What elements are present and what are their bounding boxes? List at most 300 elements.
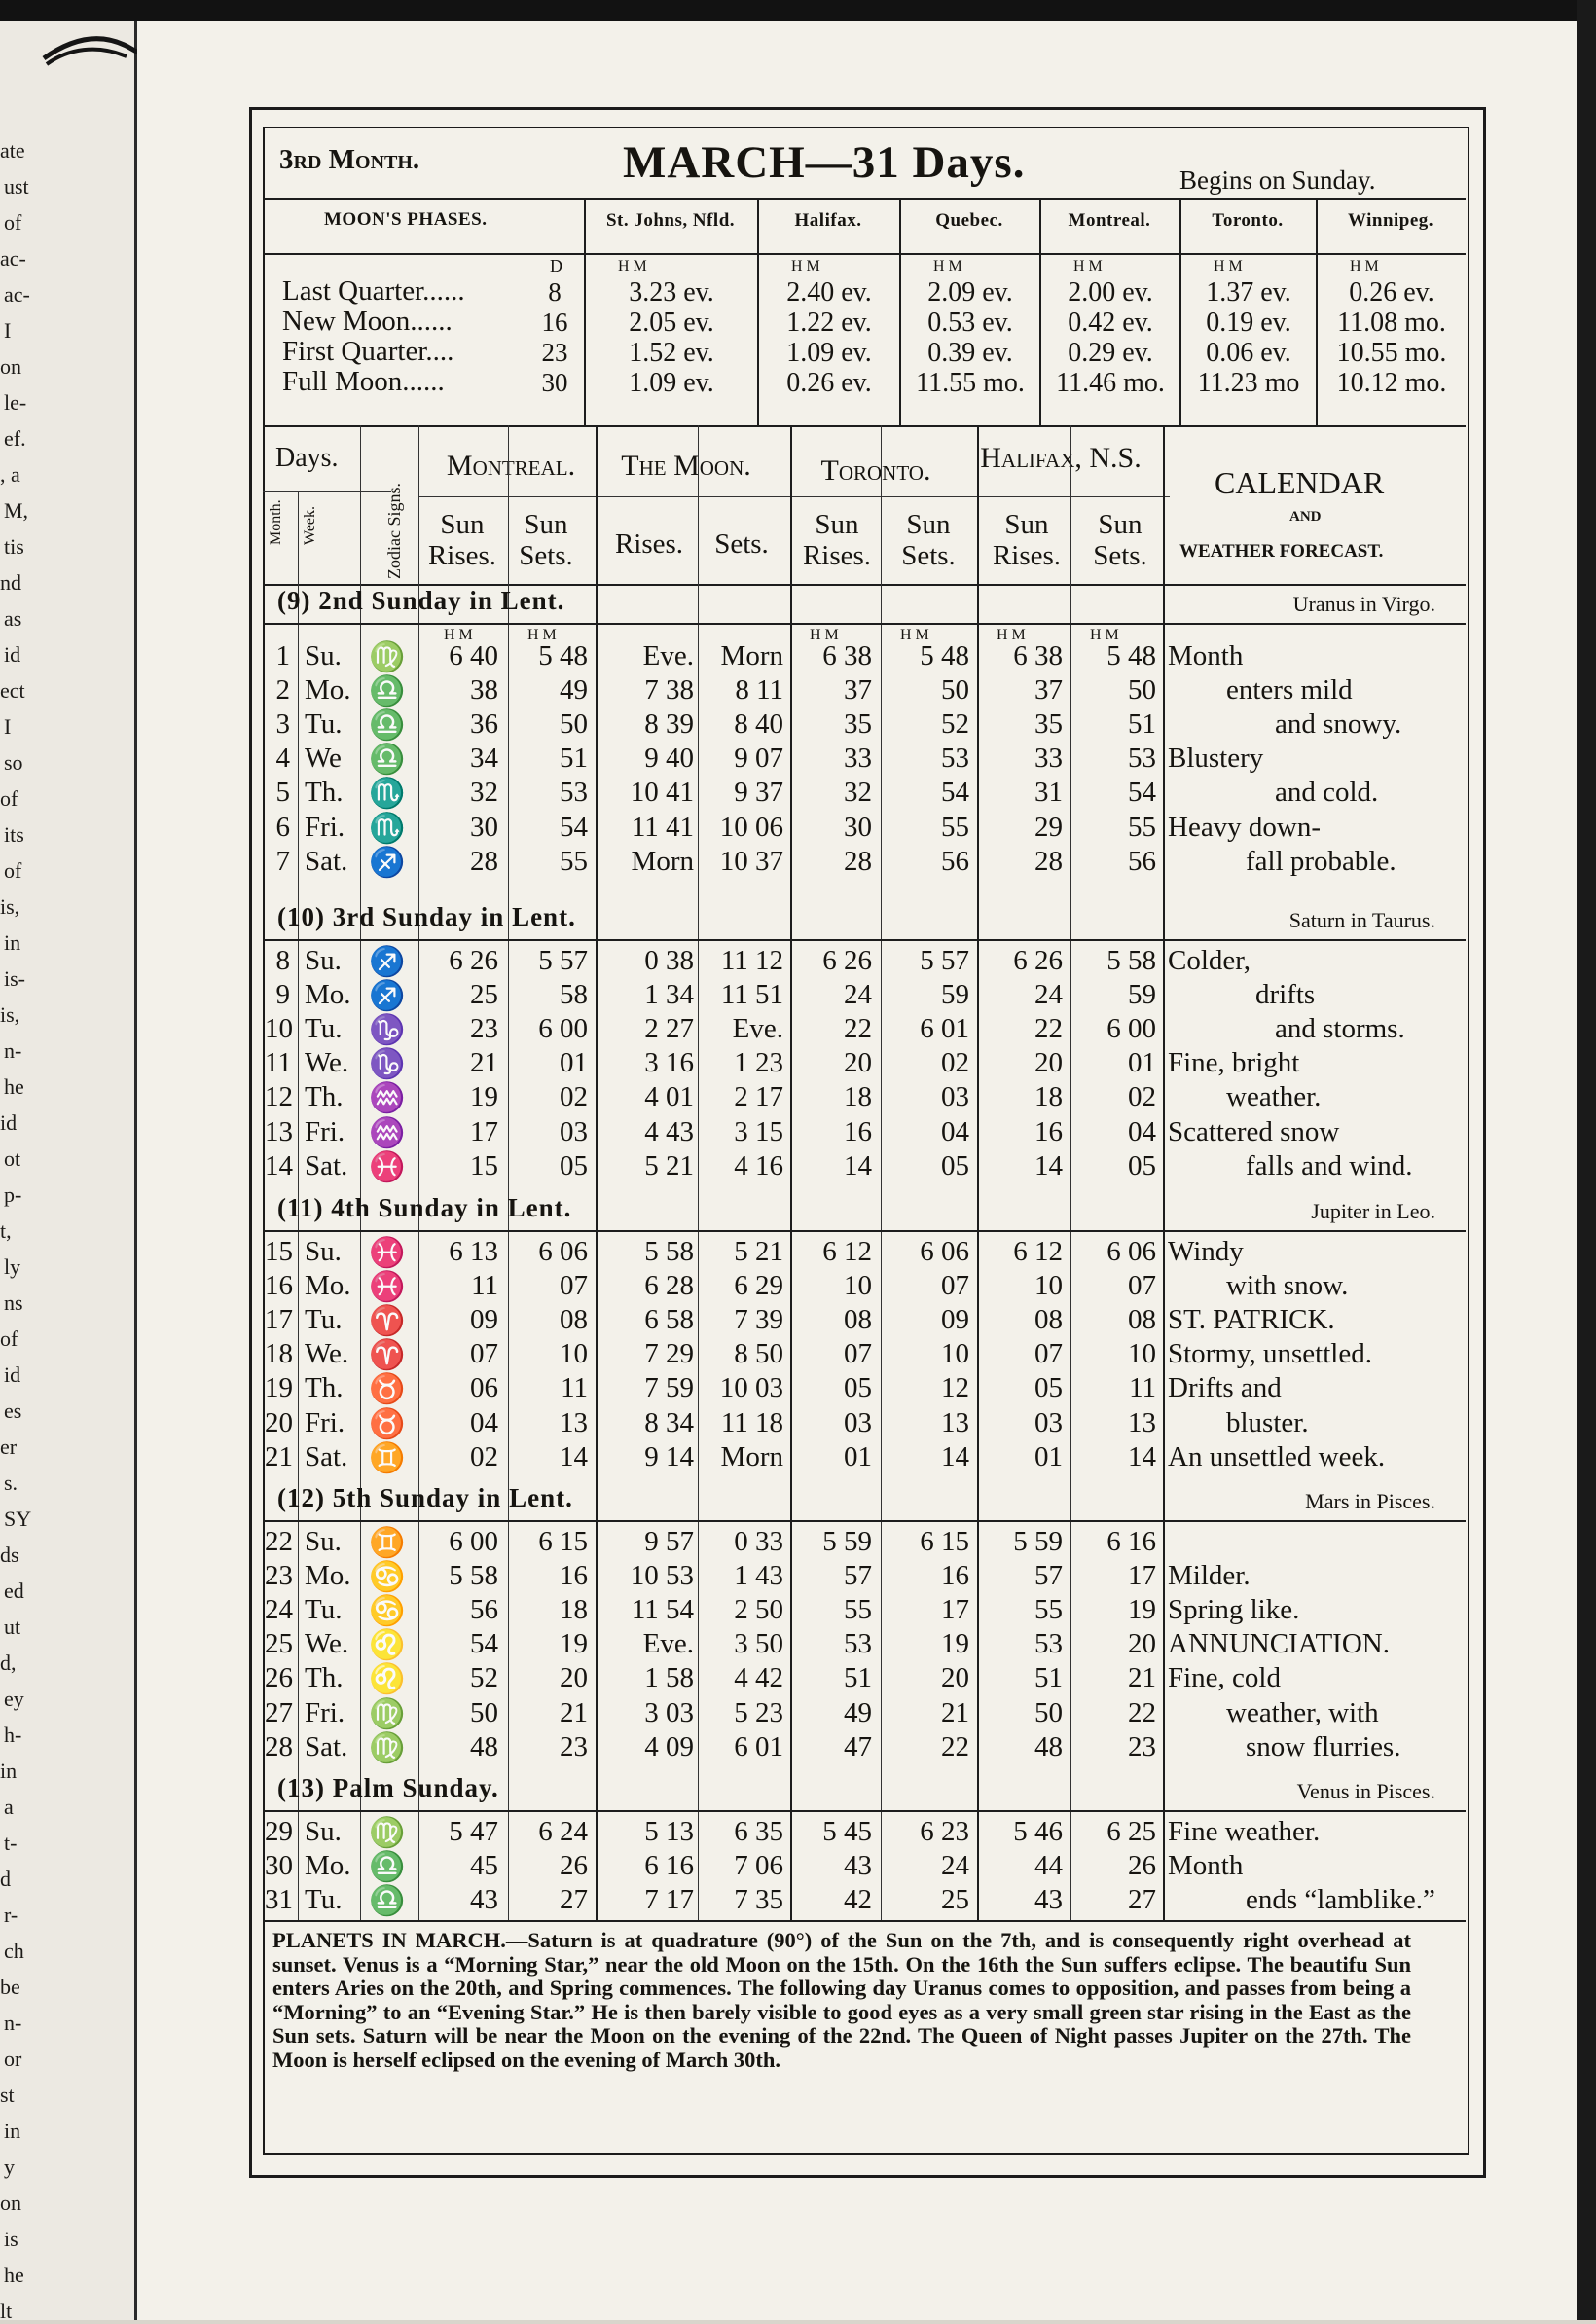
- day-of-month: 17: [265, 1304, 293, 1336]
- forecast-text: Fine, cold: [1168, 1662, 1281, 1694]
- forecast-text: and snowy.: [1275, 708, 1402, 741]
- montreal-sunset: 23: [560, 1730, 588, 1762]
- day-of-week: Mo.: [305, 1270, 351, 1302]
- halifax-sunset: 17: [1128, 1560, 1156, 1592]
- toronto-sunset: 04: [941, 1115, 969, 1147]
- left-page-fragment: so: [4, 750, 23, 775]
- halifax-sunset: 22: [1128, 1696, 1156, 1728]
- montreal-sunset: 16: [560, 1560, 588, 1592]
- phase-time: 0.53 ev.: [927, 308, 1013, 338]
- zodiac-sign: ♐: [369, 980, 406, 1013]
- section-title: (9) 2nd Sunday in Lent.: [277, 586, 565, 615]
- toronto-sunset: 6 15: [920, 1526, 969, 1557]
- halifax-sunset: 13: [1128, 1406, 1156, 1438]
- day-of-month: 3: [275, 708, 290, 741]
- zodiac-sign: ♒: [369, 1082, 406, 1115]
- left-page-fragment: ut: [4, 1615, 21, 1639]
- halifax-sunset: 07: [1128, 1270, 1156, 1302]
- day-of-month: 23: [265, 1560, 293, 1592]
- day-of-week: We.: [305, 1628, 349, 1660]
- moon-sets: 5 23: [734, 1696, 783, 1728]
- moon-header: The Moon.: [621, 450, 751, 482]
- toronto-sunrise: 03: [844, 1406, 872, 1438]
- montreal-sunset: 03: [560, 1115, 588, 1147]
- toronto-sunrise: 35: [844, 708, 872, 741]
- montreal-sunset: 58: [560, 979, 588, 1011]
- toronto-sunset: 5 57: [920, 945, 969, 976]
- montreal-sunset: 11: [561, 1372, 588, 1404]
- hm-unit-label: H M: [618, 258, 647, 274]
- day-of-week: Su.: [305, 945, 342, 976]
- moon-sets: 6 35: [734, 1816, 783, 1847]
- moon-rises-header: Rises.: [614, 528, 684, 560]
- left-page-fragment: in: [0, 1759, 18, 1783]
- day-of-month: 1: [275, 640, 290, 672]
- left-page-fragment: is,: [0, 894, 20, 919]
- montreal-sunrise: 21: [470, 1047, 498, 1079]
- toronto-sunrise: 53: [844, 1628, 872, 1660]
- phase-time: 2.09 ev.: [927, 277, 1013, 308]
- montreal-sunset: 19: [560, 1628, 588, 1660]
- toronto-sunrise: 07: [844, 1338, 872, 1370]
- moon-sets: 7 39: [734, 1304, 783, 1336]
- phase-time: 0.19 ev.: [1206, 308, 1291, 338]
- left-page-fragment: on: [0, 2191, 21, 2215]
- zodiac-sign: ♍: [369, 641, 406, 673]
- phase-day: 16: [541, 308, 568, 337]
- toronto-sunset: 09: [941, 1304, 969, 1336]
- halifax-sunrise: 5 46: [1013, 1816, 1063, 1847]
- forecast-text: Spring like.: [1168, 1594, 1300, 1626]
- toronto-sunset: 13: [941, 1406, 969, 1438]
- moon-sets: 11 18: [720, 1406, 783, 1438]
- section-rule: [263, 939, 1466, 941]
- left-page-fragment: t,: [0, 1218, 12, 1243]
- halifax-sunset: 54: [1128, 777, 1156, 809]
- moon-rises: 1 58: [644, 1662, 694, 1694]
- left-page-fragment: s.: [4, 1471, 18, 1495]
- halifax-sunrise: 48: [1034, 1730, 1063, 1762]
- montreal-sunrise: 28: [470, 845, 498, 877]
- halifax-sunrise: 50: [1034, 1696, 1063, 1728]
- column-rule: [1163, 425, 1165, 1920]
- left-page-fragment: es: [4, 1398, 22, 1423]
- forecast-text: with snow.: [1226, 1270, 1349, 1302]
- montreal-sunrise: 52: [470, 1662, 498, 1694]
- forecast-text: falls and wind.: [1246, 1149, 1413, 1181]
- left-page-fragment: t-: [4, 1831, 18, 1855]
- halifax-sunset: 5 58: [1106, 945, 1156, 976]
- moon-sets: 9 37: [734, 777, 783, 809]
- left-page-fragment: d: [0, 1867, 11, 1891]
- left-page-fragment: its: [4, 822, 24, 847]
- halifax-sunrise: 22: [1034, 1013, 1063, 1045]
- toronto-sunrise: 5 59: [822, 1526, 872, 1557]
- montreal-sunrise: 54: [470, 1628, 498, 1660]
- day-of-month: 25: [265, 1628, 293, 1660]
- moon-rises: 4 43: [644, 1115, 694, 1147]
- moon-rises: 5 58: [644, 1236, 694, 1267]
- halifax-sunset: 08: [1128, 1304, 1156, 1336]
- moon-rises: 9 40: [644, 743, 694, 775]
- left-page-fragment: n-: [4, 2011, 22, 2035]
- moon-rises: 7 59: [644, 1372, 694, 1404]
- toronto-sunset: 6 06: [920, 1236, 969, 1267]
- phase-day: 8: [548, 277, 562, 307]
- section-title: (13) Palm Sunday.: [277, 1773, 499, 1802]
- section-note: Mars in Pisces.: [1305, 1489, 1435, 1513]
- zodiac-sign: ♓: [369, 1150, 406, 1183]
- halifax-sunset: 55: [1128, 811, 1156, 843]
- montreal-sunrise: 6 26: [449, 945, 498, 976]
- zodiac-sign: ♏: [369, 778, 406, 811]
- toronto-sunset: 16: [941, 1560, 969, 1592]
- halifax-sunrise: 35: [1034, 708, 1063, 741]
- city-heading: Quebec.: [935, 210, 1003, 231]
- montreal-sunrise: 19: [470, 1081, 498, 1113]
- phase-time: 1.37 ev.: [1206, 277, 1291, 308]
- phase-name: Last Quarter......: [282, 275, 465, 307]
- day-of-month: 11: [265, 1047, 292, 1079]
- moon-sets: 9 07: [734, 743, 783, 775]
- hm-unit-label: H M: [527, 627, 557, 643]
- moon-sets-header: Sets.: [714, 528, 769, 560]
- zodiac-sign: ♓: [369, 1237, 406, 1269]
- left-page-fragment: lt: [0, 2299, 13, 2323]
- toronto-sunset: 22: [941, 1730, 969, 1762]
- moon-sets: 10 06: [719, 811, 783, 843]
- moon-rises: 10 53: [630, 1560, 694, 1592]
- zodiac-sign: ♎: [369, 744, 406, 777]
- toronto-sunrise: 43: [844, 1850, 872, 1882]
- moon-rises: 7 17: [644, 1884, 694, 1916]
- forecast-text: Month: [1168, 640, 1244, 672]
- toronto-sunrise: 33: [844, 743, 872, 775]
- planets-paragraph: PLANETS IN MARCH.—Saturn is at quadrature (90°) of the Sun on the 7th, and is consequently right overhead at sunset. Venus is a “Morning Star,” near the old Moon on the 15th. On the 16th the Sun suffers eclipse. The beautifu Sun enters Aries on the 20th, and Spring commences. The following day Uranus comes to opposition, and passes from being a “Morning” to an “Evening Star.” He is then barely visible to good eyes as a very small green star rising in the East as the Sun sets. Saturn will be near the Moon on the evening of the 22nd. The Queen of Night passes Jupiter on the 27th. The Moon is herself eclipsed on the evening of March 30th.: [272, 1928, 1411, 2072]
- montreal-sunset: 53: [560, 777, 588, 809]
- day-of-month: 18: [265, 1338, 293, 1370]
- left-page-fragment: ds: [0, 1543, 19, 1567]
- forecast-text: fall probable.: [1246, 845, 1396, 877]
- montreal-sunset: 07: [560, 1270, 588, 1302]
- phase-time: 0.42 ev.: [1068, 308, 1153, 338]
- montreal-sunset: 26: [560, 1850, 588, 1882]
- left-page-fragment: is-: [4, 966, 25, 991]
- moon-sets: Morn: [720, 1440, 783, 1472]
- halifax-sunset: 6 16: [1106, 1526, 1156, 1557]
- toronto-sunset: 24: [941, 1850, 969, 1882]
- halifax-header: Halifax, N.S.: [980, 442, 1142, 474]
- left-page-fragment: is: [4, 2227, 18, 2251]
- day-of-week: Fri.: [305, 811, 345, 843]
- moon-rises: 4 09: [644, 1730, 694, 1762]
- left-page-fragment: M,: [4, 498, 29, 523]
- toronto-sunrise: 20: [844, 1047, 872, 1079]
- moon-sets: 8 40: [734, 708, 783, 741]
- phase-time: 0.29 ev.: [1068, 338, 1153, 368]
- halifax-sunset: 6 00: [1106, 1013, 1156, 1045]
- day-of-week: Fri.: [305, 1115, 345, 1147]
- day-of-week: Mo.: [305, 1560, 351, 1592]
- montreal-sunset: 54: [560, 811, 588, 843]
- moon-rises: 3 16: [644, 1047, 694, 1079]
- halifax-sunset: 51: [1128, 708, 1156, 741]
- left-page-fragment: ac-: [0, 246, 26, 271]
- halifax-sunset: 05: [1128, 1149, 1156, 1181]
- phase-time: 10.12 mo.: [1336, 368, 1447, 398]
- moon-sets: Morn: [720, 640, 783, 672]
- forecast-text: ST. PATRICK.: [1168, 1304, 1335, 1336]
- toronto-sunset: 53: [941, 743, 969, 775]
- montreal-sunset: 5 48: [538, 640, 588, 672]
- phase-time: 10.55 mo.: [1336, 338, 1447, 368]
- left-page-fragment: ac-: [4, 282, 30, 307]
- day-of-week: Su.: [305, 1816, 342, 1847]
- toronto-sunrise: 37: [844, 674, 872, 707]
- halifax-sunrise: 43: [1034, 1884, 1063, 1916]
- halifax-sunrise: 03: [1034, 1406, 1063, 1438]
- day-of-week: Su.: [305, 1236, 342, 1267]
- forecast-text: Scattered snow: [1168, 1115, 1340, 1147]
- forecast-text: and cold.: [1275, 777, 1379, 809]
- moon-rises: 9 14: [644, 1440, 694, 1472]
- montreal-sunset: 55: [560, 845, 588, 877]
- montreal-sunset: 18: [560, 1594, 588, 1626]
- day-of-month: 22: [265, 1526, 293, 1557]
- left-page-fragment: ect: [0, 678, 25, 703]
- day-of-month: 2: [275, 674, 290, 707]
- left-page-fragment: le-: [4, 390, 27, 415]
- moon-rises: 9 57: [644, 1526, 694, 1557]
- phase-time: 11.46 mo.: [1056, 368, 1165, 398]
- zodiac-sign: ♑: [369, 1014, 406, 1047]
- left-page-fragment: as: [4, 606, 22, 631]
- day-of-week: Tu.: [305, 1304, 343, 1336]
- toronto-sunset: 52: [941, 708, 969, 741]
- hm-unit-label: H M: [810, 627, 839, 643]
- zodiac-sign: ♋: [369, 1561, 406, 1594]
- montreal-sunrise: 15: [470, 1149, 498, 1181]
- moon-rises: 6 28: [644, 1270, 694, 1302]
- toronto-sunrise: 5 45: [822, 1816, 872, 1847]
- halifax-sunrise: 08: [1034, 1304, 1063, 1336]
- forecast-text: ANNUNCIATION.: [1168, 1628, 1390, 1660]
- day-of-month: 27: [265, 1696, 293, 1728]
- zodiac-sign: ♈: [369, 1305, 406, 1338]
- halifax-sunrise: 24: [1034, 979, 1063, 1011]
- montreal-sunrise: 48: [470, 1730, 498, 1762]
- day-unit-label: D: [550, 256, 562, 275]
- toronto-sunset: 07: [941, 1270, 969, 1302]
- city-heading: Montreal.: [1068, 210, 1151, 231]
- section-rule: [263, 1230, 1466, 1232]
- sun-sets-header: Sun Sets.: [519, 509, 573, 571]
- halifax-sunset: 19: [1128, 1594, 1156, 1626]
- section-rule: [263, 1810, 1466, 1812]
- begins-label: Begins on Sunday.: [1179, 165, 1376, 195]
- moon-sets: 2 50: [734, 1594, 783, 1626]
- moon-sets: 8 50: [734, 1338, 783, 1370]
- left-page-fragment: a: [4, 1795, 14, 1819]
- left-page-fragment: of: [0, 786, 18, 811]
- left-page-fragment: SY: [4, 1507, 32, 1531]
- sun-rises-header: Sun Rises.: [427, 509, 497, 571]
- day-of-week: Su.: [305, 640, 342, 672]
- section-title: (12) 5th Sunday in Lent.: [277, 1483, 573, 1512]
- left-page-fragment: ey: [4, 1687, 24, 1711]
- hm-unit-label: H M: [1350, 258, 1379, 274]
- zodiac-sign: ♊: [369, 1441, 406, 1474]
- left-page-fragment: d,: [0, 1651, 17, 1675]
- left-page-fragment: id: [4, 642, 21, 667]
- toronto-sets-header: Sun Sets.: [901, 509, 956, 571]
- montreal-sunset: 02: [560, 1081, 588, 1113]
- montreal-sunrise: 04: [470, 1406, 498, 1438]
- forecast-text: enters mild: [1226, 674, 1353, 707]
- days-header: Days.: [275, 443, 339, 473]
- montreal-sunrise: 43: [470, 1884, 498, 1916]
- day-of-week: Fri.: [305, 1406, 345, 1438]
- forecast-text: Heavy down-: [1168, 811, 1322, 843]
- day-of-month: 19: [265, 1372, 293, 1404]
- montreal-sunset: 49: [560, 674, 588, 707]
- toronto-sunrise: 6 38: [822, 640, 872, 672]
- day-of-month: 7: [275, 845, 290, 877]
- toronto-sunset: 14: [941, 1440, 969, 1472]
- halifax-sunset: 02: [1128, 1081, 1156, 1113]
- day-of-month: 30: [265, 1850, 293, 1882]
- day-of-week: Tu.: [305, 1594, 343, 1626]
- phase-time: 1.52 ev.: [629, 338, 714, 368]
- toronto-sunrise: 22: [844, 1013, 872, 1045]
- halifax-sunset: 26: [1128, 1850, 1156, 1882]
- halifax-sunrise: 6 26: [1013, 945, 1063, 976]
- month-col-header: Month.: [268, 499, 284, 545]
- left-page-fragment: ly: [4, 1254, 21, 1279]
- hm-unit-label: H M: [1073, 258, 1103, 274]
- halifax-sunrise: 16: [1034, 1115, 1063, 1147]
- toronto-sunrise: 6 12: [822, 1236, 872, 1267]
- left-page-fragment: ot: [4, 1146, 21, 1171]
- day-of-month: 20: [265, 1406, 293, 1438]
- day-of-month: 21: [265, 1440, 293, 1472]
- day-of-week: Th.: [305, 777, 344, 809]
- left-page-fragment: ch: [4, 1939, 24, 1963]
- forecast-text: Fine weather.: [1168, 1816, 1321, 1847]
- zodiac-sign: ♌: [369, 1663, 406, 1696]
- month-label: 3rd Month.: [279, 144, 420, 175]
- phase-time: 0.26 ev.: [786, 368, 872, 398]
- day-of-month: 12: [265, 1081, 293, 1113]
- montreal-sunset: 6 24: [538, 1816, 588, 1847]
- montreal-sunrise: 45: [470, 1850, 498, 1882]
- halifax-sunrise: 31: [1034, 777, 1063, 809]
- moon-sets: 5 21: [734, 1236, 783, 1267]
- toronto-sunset: 20: [941, 1662, 969, 1694]
- halifax-rises-header: Sun Rises.: [992, 509, 1062, 571]
- day-of-month: 28: [265, 1730, 293, 1762]
- moon-sets: 10 37: [719, 845, 783, 877]
- toronto-sunset: 10: [941, 1338, 969, 1370]
- zodiac-sign: ♐: [369, 846, 406, 879]
- halifax-sunrise: 20: [1034, 1047, 1063, 1079]
- left-page-fragment: id: [0, 1110, 18, 1135]
- moon-rises: 10 41: [630, 777, 694, 809]
- halifax-sunset: 50: [1128, 674, 1156, 707]
- montreal-sunrise: 25: [470, 979, 498, 1011]
- montreal-sunset: 50: [560, 708, 588, 741]
- toronto-rises-header: Sun Rises.: [802, 509, 872, 571]
- halifax-sunrise: 28: [1034, 845, 1063, 877]
- montreal-sunset: 6 06: [538, 1236, 588, 1267]
- moon-sets: 7 06: [734, 1850, 783, 1882]
- forecast-text: snow flurries.: [1246, 1730, 1401, 1762]
- day-of-week: Th.: [305, 1372, 344, 1404]
- montreal-sunset: 20: [560, 1662, 588, 1694]
- hm-unit-label: H M: [997, 627, 1026, 643]
- moon-rises: 8 34: [644, 1406, 694, 1438]
- halifax-sunrise: 33: [1034, 743, 1063, 775]
- montreal-sunset: 05: [560, 1149, 588, 1181]
- right-scan-border: [1577, 0, 1596, 2320]
- zodiac-sign: ♉: [369, 1373, 406, 1406]
- phase-day: 23: [541, 338, 568, 367]
- toronto-sunrise: 57: [844, 1560, 872, 1592]
- day-of-week: Sat.: [305, 1149, 348, 1181]
- left-page-fragment: I: [4, 714, 12, 739]
- montreal-sunset: 51: [560, 743, 588, 775]
- section-rule: [263, 623, 1466, 625]
- section-note: Venus in Pisces.: [1296, 1779, 1435, 1803]
- hm-unit-label: H M: [444, 627, 473, 643]
- toronto-sunrise: 42: [844, 1884, 872, 1916]
- phase-time: 3.23 ev.: [629, 277, 714, 308]
- toronto-sunset: 02: [941, 1047, 969, 1079]
- moon-rises: 7 38: [644, 674, 694, 707]
- montreal-sunrise: 32: [470, 777, 498, 809]
- montreal-sunrise: 5 47: [449, 1816, 498, 1847]
- toronto-sunrise: 16: [844, 1115, 872, 1147]
- moon-rises: Eve.: [642, 640, 694, 672]
- day-of-month: 26: [265, 1662, 293, 1694]
- halifax-sunrise: 29: [1034, 811, 1063, 843]
- montreal-sunrise: 23: [470, 1013, 498, 1045]
- montreal-sunrise: 56: [470, 1594, 498, 1626]
- halifax-sunset: 23: [1128, 1730, 1156, 1762]
- toronto-sunset: 50: [941, 674, 969, 707]
- zodiac-sign: ♋: [369, 1595, 406, 1628]
- halifax-sunrise: 05: [1034, 1372, 1063, 1404]
- day-of-week: Mo.: [305, 979, 351, 1011]
- halifax-sunset: 59: [1128, 979, 1156, 1011]
- phase-time: 1.22 ev.: [786, 308, 872, 338]
- halifax-sunrise: 10: [1034, 1270, 1063, 1302]
- top-scan-border: [0, 0, 1596, 21]
- left-page-fragment: ef.: [4, 426, 26, 451]
- zodiac-sign: ♎: [369, 675, 406, 708]
- phase-name: Full Moon......: [282, 366, 445, 397]
- zodiac-col-header: Zodiac Signs.: [384, 483, 404, 579]
- moon-sets: 4 42: [734, 1662, 783, 1694]
- left-page-fragment: is,: [0, 1002, 20, 1027]
- city-heading: Winnipeg.: [1347, 210, 1434, 231]
- left-page-fragment: y: [4, 2155, 15, 2179]
- left-page-fragment: p-: [4, 1182, 22, 1207]
- zodiac-sign: ♍: [369, 1731, 406, 1764]
- day-of-week: We.: [305, 1047, 349, 1079]
- toronto-sunset: 56: [941, 845, 969, 877]
- halifax-sunset: 6 25: [1106, 1816, 1156, 1847]
